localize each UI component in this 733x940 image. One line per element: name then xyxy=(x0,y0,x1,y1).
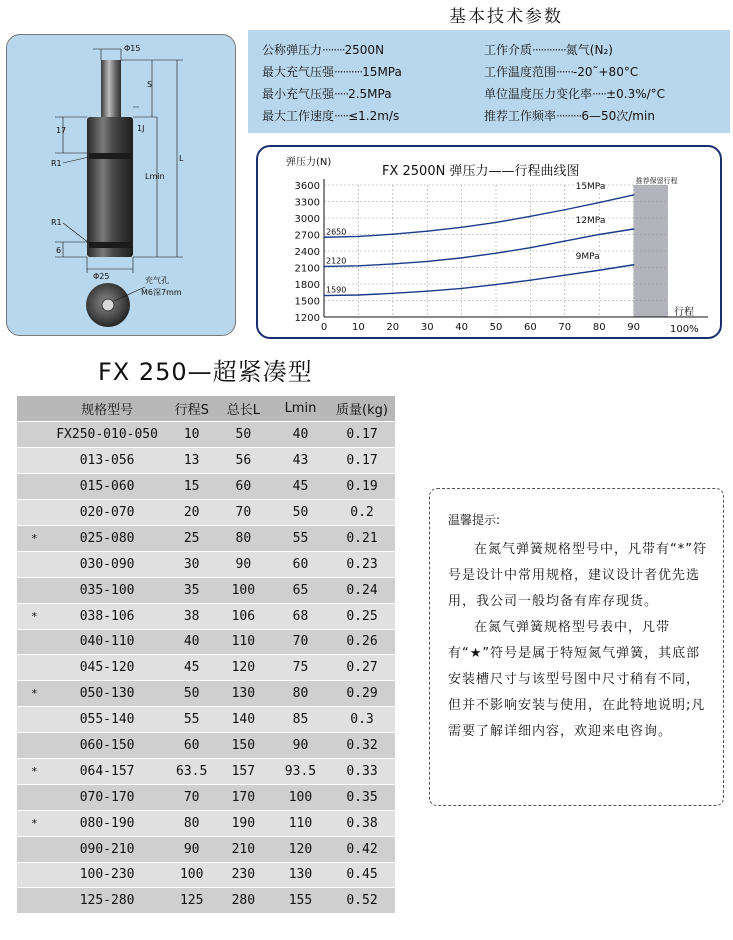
reserved-stroke-label: 推荐保留行程 xyxy=(635,177,678,185)
table-header-row xyxy=(17,396,395,422)
cell-lmin: 75 xyxy=(272,655,329,681)
series-point xyxy=(598,269,600,271)
cell-mass: 0.29 xyxy=(329,681,395,707)
series-start-label: 2120 xyxy=(326,256,347,266)
table-row xyxy=(17,862,395,888)
series-point xyxy=(392,263,394,265)
cell-model: 035-100 xyxy=(46,577,169,603)
cell-stroke: 15 xyxy=(169,474,215,500)
cell-length: 130 xyxy=(215,681,272,707)
cell-star xyxy=(17,448,46,474)
cell-model: FX250-010-050 xyxy=(46,422,169,448)
cell-stroke: 10 xyxy=(169,422,215,448)
cell-lmin: 120 xyxy=(272,836,329,862)
table-row xyxy=(17,551,395,577)
cell-stroke: 63.5 xyxy=(169,758,215,784)
cell-model: 025-080 xyxy=(46,525,169,551)
header-lmin: Lmin xyxy=(272,396,329,422)
table-row xyxy=(17,448,395,474)
cell-lmin: 110 xyxy=(272,810,329,836)
notice-title: 温馨提示: xyxy=(448,513,501,527)
fill-port xyxy=(102,299,114,311)
x-tick-label: 20 xyxy=(386,322,400,333)
spec-panel xyxy=(248,30,730,133)
cell-star xyxy=(17,836,46,862)
drawing-panel xyxy=(6,34,236,336)
spec-max-speed: 最大工作速度·····≤1.2m/s xyxy=(262,109,400,123)
product-title: FX 250—超紧凑型 xyxy=(98,358,313,386)
reserved-stroke-region xyxy=(634,185,668,317)
cell-model: 038-106 xyxy=(46,603,169,629)
x-tick-label: 70 xyxy=(558,322,572,333)
table-row xyxy=(17,681,395,707)
cell-mass: 0.17 xyxy=(329,422,395,448)
table-row xyxy=(17,577,395,603)
series-point xyxy=(461,288,463,290)
series-point xyxy=(564,209,566,211)
cell-length: 100 xyxy=(215,577,272,603)
cell-star xyxy=(17,474,46,500)
gas-spring-drawing xyxy=(7,35,236,336)
series-point xyxy=(530,216,532,218)
table-row xyxy=(17,422,395,448)
cell-mass: 0.23 xyxy=(329,551,395,577)
cell-lmin: 100 xyxy=(272,784,329,810)
series-point xyxy=(564,274,566,276)
x-tick-label: 40 xyxy=(455,322,468,333)
y-tick-label: 2100 xyxy=(294,263,320,275)
x-tick-label: 30 xyxy=(420,322,434,333)
cell-model: 070-170 xyxy=(46,784,169,810)
chart-title: FX 2500N 弹压力——行程曲线图 xyxy=(382,164,580,179)
lower-groove xyxy=(89,242,131,248)
cell-star xyxy=(17,655,46,681)
series-point xyxy=(426,261,428,263)
table-row xyxy=(17,784,395,810)
cell-model: 013-056 xyxy=(46,448,169,474)
dim-diameter-top: Φ15 xyxy=(124,44,141,53)
dim-stroke: S xyxy=(147,80,153,89)
cell-lmin: 90 xyxy=(272,733,329,759)
series-point xyxy=(530,247,532,249)
cell-length: 90 xyxy=(215,551,272,577)
cell-model: 080-190 xyxy=(46,810,169,836)
cell-model: 050-130 xyxy=(46,681,169,707)
spec-max-pressure: 最大充气压强··········15MPa xyxy=(262,65,402,79)
header-model: 规格型号 xyxy=(46,396,169,422)
cell-star xyxy=(17,551,46,577)
cell-lmin: 155 xyxy=(272,888,329,914)
cell-star: * xyxy=(17,525,46,551)
series-point xyxy=(392,233,394,235)
cell-stroke: 35 xyxy=(169,577,215,603)
cylinder-body xyxy=(87,117,133,257)
cell-model: 090-210 xyxy=(46,836,169,862)
x-tick-label: 50 xyxy=(489,322,503,333)
y-tick-label: 1800 xyxy=(294,280,320,291)
series-start-label: 2650 xyxy=(326,227,347,237)
series-point xyxy=(495,284,497,286)
table-row xyxy=(17,603,395,629)
cell-star: * xyxy=(17,603,46,629)
cell-mass: 0.2 xyxy=(329,500,395,526)
cell-mass: 0.17 xyxy=(329,448,395,474)
cell-model: 100-230 xyxy=(46,862,169,888)
cell-stroke: 20 xyxy=(169,500,215,526)
cell-stroke: 80 xyxy=(169,810,215,836)
cell-star xyxy=(17,422,46,448)
cell-stroke: 70 xyxy=(169,784,215,810)
cell-star: * xyxy=(17,758,46,784)
y-tick-label: 3000 xyxy=(294,214,320,225)
cell-model: 030-090 xyxy=(46,551,169,577)
series-point xyxy=(461,227,463,229)
cell-lmin: 70 xyxy=(272,629,329,655)
cell-length: 106 xyxy=(215,603,272,629)
cell-lmin: 40 xyxy=(272,422,329,448)
cell-length: 60 xyxy=(215,474,272,500)
cell-lmin: 50 xyxy=(272,500,329,526)
cell-mass: 0.32 xyxy=(329,733,395,759)
cell-mass: 0.3 xyxy=(329,707,395,733)
table-row xyxy=(17,629,395,655)
cell-lmin: 43 xyxy=(272,448,329,474)
table-row xyxy=(17,810,395,836)
cell-length: 80 xyxy=(215,525,272,551)
series-point xyxy=(392,293,394,295)
x-tick-label: 90 xyxy=(627,322,640,333)
cell-lmin: 93.5 xyxy=(272,758,329,784)
series-point xyxy=(323,295,325,297)
series-point xyxy=(323,266,325,268)
dim-17: 17 xyxy=(56,126,67,135)
spec-temp-coefficient: 单位温度压力变化率·····±0.3%/°C xyxy=(484,87,666,101)
cell-length: 230 xyxy=(215,862,272,888)
cell-model: 040-110 xyxy=(46,629,169,655)
series-point xyxy=(358,265,360,267)
cell-stroke: 125 xyxy=(169,888,215,914)
cell-lmin: 68 xyxy=(272,603,329,629)
dim-lmin: Lmin xyxy=(145,172,165,181)
series-name-label: 9MPa xyxy=(575,251,600,262)
cell-mass: 0.19 xyxy=(329,474,395,500)
cell-mass: 0.25 xyxy=(329,603,395,629)
dim-r1-top: R1 xyxy=(51,159,62,168)
cell-lmin: 65 xyxy=(272,577,329,603)
cell-mass: 0.26 xyxy=(329,629,395,655)
port-label: 充气孔 xyxy=(145,276,169,285)
cell-star xyxy=(17,577,46,603)
cell-star xyxy=(17,888,46,914)
y-tick-label: 2700 xyxy=(294,230,320,242)
cell-lmin: 60 xyxy=(272,551,329,577)
x-tick-label: 0 xyxy=(320,322,328,333)
cell-mass: 0.27 xyxy=(329,655,395,681)
cell-length: 140 xyxy=(215,707,272,733)
table-row xyxy=(17,888,395,914)
cell-star: * xyxy=(17,681,46,707)
series-point xyxy=(358,236,360,238)
cell-length: 190 xyxy=(215,810,272,836)
chart-ylabel: 弹压力(N) xyxy=(286,157,332,168)
series-point xyxy=(426,230,428,232)
header-length: 总长L xyxy=(215,396,272,422)
cell-length: 280 xyxy=(215,888,272,914)
spec-temp-range: 工作温度范围······-20˜+80°C xyxy=(484,65,639,79)
cell-stroke: 45 xyxy=(169,655,215,681)
y-tick-label: 2400 xyxy=(294,247,320,258)
header-stroke: 行程S xyxy=(169,396,215,422)
cell-lmin: 85 xyxy=(272,707,329,733)
cell-model: 020-070 xyxy=(46,500,169,526)
cell-model: 055-140 xyxy=(46,707,169,733)
cell-model: 125-280 xyxy=(46,888,169,914)
dim-r1-bottom: R1 xyxy=(51,218,62,227)
x-tick-label: 60 xyxy=(524,322,537,333)
series-point xyxy=(495,252,497,254)
cell-lmin: 80 xyxy=(272,681,329,707)
cell-stroke: 13 xyxy=(169,448,215,474)
cell-model: 060-150 xyxy=(46,733,169,759)
y-tick-label: 3300 xyxy=(294,197,320,209)
cell-length: 120 xyxy=(215,655,272,681)
cell-mass: 0.38 xyxy=(329,810,395,836)
table-row xyxy=(17,500,395,526)
spec-title: 基本技术参数 xyxy=(449,7,563,27)
cell-mass: 0.33 xyxy=(329,758,395,784)
cell-length: 150 xyxy=(215,733,272,759)
cell-lmin: 130 xyxy=(272,862,329,888)
series-point xyxy=(598,234,600,236)
series-point xyxy=(358,294,360,296)
cell-star xyxy=(17,784,46,810)
cell-mass: 0.45 xyxy=(329,862,395,888)
cell-mass: 0.21 xyxy=(329,525,395,551)
cell-mass: 0.24 xyxy=(329,577,395,603)
dim-1j: 1J xyxy=(137,124,145,133)
table-row xyxy=(17,758,395,784)
notice-paragraph: 在氮气弹簧规格型号中，凡带有“*”符号是设计中常用规格，建议设计者优先选用，我公司一般均备有库存现货。 xyxy=(448,542,707,609)
spec-min-pressure: 最小充气压强·····2.5MPa xyxy=(262,87,392,101)
cell-stroke: 40 xyxy=(169,629,215,655)
series-point xyxy=(598,202,600,204)
series-point xyxy=(323,236,325,238)
notice-box xyxy=(429,488,724,806)
cell-length: 50 xyxy=(215,422,272,448)
series-point xyxy=(426,290,428,292)
table-row xyxy=(17,655,395,681)
cell-length: 170 xyxy=(215,784,272,810)
cell-star xyxy=(17,707,46,733)
cell-stroke: 38 xyxy=(169,603,215,629)
cell-stroke: 90 xyxy=(169,836,215,862)
chart-canvas xyxy=(258,147,720,337)
table-row xyxy=(17,707,395,733)
cell-star xyxy=(17,733,46,759)
cell-length: 157 xyxy=(215,758,272,784)
cell-star: * xyxy=(17,810,46,836)
series-name-label: 12MPa xyxy=(575,216,606,226)
cell-stroke: 50 xyxy=(169,681,215,707)
cell-mass: 0.52 xyxy=(329,888,395,914)
series-point xyxy=(633,264,635,266)
upper-groove xyxy=(89,153,131,159)
cell-mass: 0.35 xyxy=(329,784,395,810)
y-tick-label: 3600 xyxy=(294,181,320,192)
series-start-label: 1590 xyxy=(326,285,347,295)
dim-diameter-bottom: Φ25 xyxy=(93,272,110,281)
series-point xyxy=(461,257,463,259)
cell-length: 210 xyxy=(215,836,272,862)
cell-model: 045-120 xyxy=(46,655,169,681)
header-star xyxy=(17,396,46,422)
table-row xyxy=(17,836,395,862)
table-row xyxy=(17,525,395,551)
model-table xyxy=(17,396,395,914)
dim-6: 6 xyxy=(56,246,62,255)
cell-stroke: 60 xyxy=(169,733,215,759)
port-spec: M6深7mm xyxy=(141,288,182,297)
x-tick-label: 80 xyxy=(592,322,606,333)
cell-star xyxy=(17,629,46,655)
chart-x-unit: 100% xyxy=(670,324,699,335)
chart-xlabel: 行程 xyxy=(674,307,694,318)
header-mass: 质量(kg) xyxy=(329,396,395,422)
series-name-label: 15MPa xyxy=(575,181,606,192)
table-row xyxy=(17,733,395,759)
y-tick-label: 1500 xyxy=(294,296,320,308)
cell-star xyxy=(17,500,46,526)
y-tick-label: 1200 xyxy=(294,313,320,324)
cell-stroke: 25 xyxy=(169,525,215,551)
notice-paragraph: 在氮气弹簧规格型号表中，凡带有“★”符号是属于特短氮气弹簧，其底部安装槽尺寸与该型号图中尺寸稍有不同，但并不影响安装与使用，在此特地说明;凡需要了解详细内容，欢迎来电咨询。 xyxy=(448,620,706,739)
cell-stroke: 100 xyxy=(169,862,215,888)
cell-length: 110 xyxy=(215,629,272,655)
spec-nominal-force: 公称弹压力········2500N xyxy=(262,43,385,57)
series-point xyxy=(530,279,532,281)
cell-lmin: 45 xyxy=(272,474,329,500)
table-row xyxy=(17,474,395,500)
series-point xyxy=(495,222,497,224)
cell-star xyxy=(17,862,46,888)
spec-medium: 工作介质············氮气(N₂) xyxy=(484,43,613,57)
spec-frequency: 推荐工作频率·········6—50次/min xyxy=(484,109,655,123)
cell-lmin: 55 xyxy=(272,525,329,551)
cell-mass: 0.42 xyxy=(329,836,395,862)
cell-stroke: 30 xyxy=(169,551,215,577)
dim-length: L xyxy=(179,154,184,163)
cell-model: 064-157 xyxy=(46,758,169,784)
series-point xyxy=(633,194,635,196)
series-point xyxy=(564,240,566,242)
cell-model: 015-060 xyxy=(46,474,169,500)
cell-length: 70 xyxy=(215,500,272,526)
x-tick-label: 10 xyxy=(352,322,365,333)
piston-rod xyxy=(101,60,121,118)
cell-stroke: 55 xyxy=(169,707,215,733)
force-stroke-chart xyxy=(256,145,722,339)
series-point xyxy=(633,228,635,230)
cell-length: 56 xyxy=(215,448,272,474)
series-line-9mpa xyxy=(324,265,634,296)
